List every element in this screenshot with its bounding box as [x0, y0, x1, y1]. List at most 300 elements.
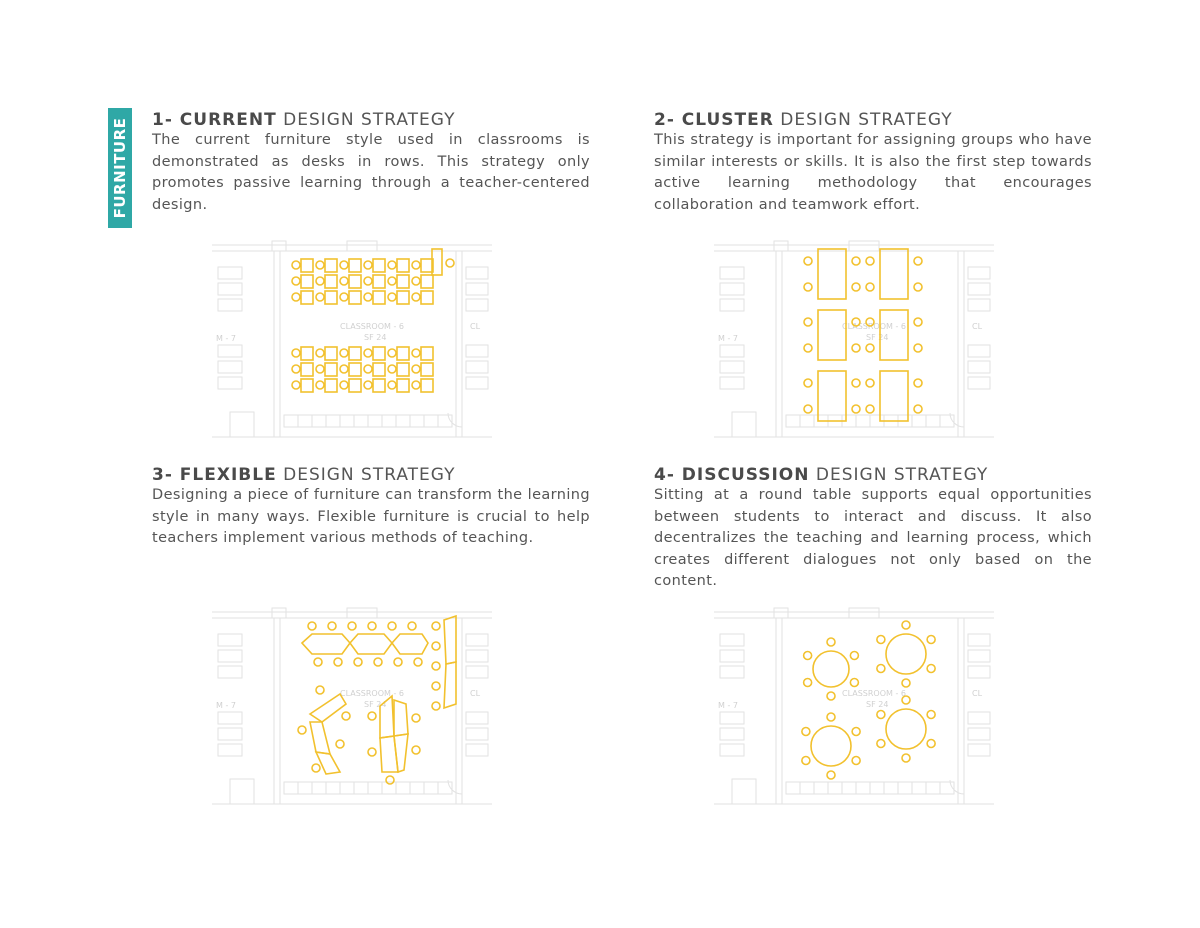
chair: [852, 728, 860, 736]
cabinet: [396, 415, 410, 427]
cluster-table: [818, 310, 846, 360]
wall-line: [230, 779, 254, 804]
plan-svg: [212, 604, 492, 814]
chair: [827, 692, 835, 700]
chair: [432, 702, 440, 710]
flex-desk: [350, 634, 392, 654]
side-desk: [720, 361, 744, 373]
chair: [412, 293, 420, 301]
chair: [388, 365, 396, 373]
cabinet: [786, 782, 800, 794]
side-desk: [968, 377, 990, 389]
desk: [301, 347, 313, 360]
cluster-table: [880, 249, 908, 299]
chair: [877, 740, 885, 748]
cabinet: [800, 415, 814, 427]
chair: [927, 740, 935, 748]
plan-svg: [714, 237, 994, 447]
chair: [432, 662, 440, 670]
cabinet: [354, 415, 368, 427]
chair: [336, 740, 344, 748]
wall-line: [849, 241, 879, 251]
cabinet: [368, 415, 382, 427]
cabinet: [410, 415, 424, 427]
side-desk: [968, 299, 990, 311]
side-desk: [218, 728, 242, 740]
chair: [340, 381, 348, 389]
desk: [373, 363, 385, 376]
chair: [866, 344, 874, 352]
chair: [316, 349, 324, 357]
side-desk: [720, 712, 744, 724]
side-desk: [466, 728, 488, 740]
section-body: This strategy is important for assigning groups who have similar interests or skills. It is also the first step towards active learning methodology that encourages collaboration and teamwork effort.: [654, 132, 1092, 213]
side-desk: [968, 361, 990, 373]
chair: [340, 261, 348, 269]
cabinet: [926, 415, 940, 427]
desk: [325, 275, 337, 288]
cabinet: [786, 415, 800, 427]
chair: [927, 665, 935, 673]
side-desk: [968, 267, 990, 279]
side-desk: [466, 634, 488, 646]
floor-plan-discussion: [714, 604, 994, 814]
chair: [877, 636, 885, 644]
room-right-label: CL: [972, 322, 983, 331]
desk: [421, 347, 433, 360]
side-desk: [720, 377, 744, 389]
desk: [421, 379, 433, 392]
round-table: [811, 726, 851, 766]
cabinet: [856, 415, 870, 427]
desk: [397, 259, 409, 272]
round-table: [813, 651, 849, 687]
chair: [827, 713, 835, 721]
round-table: [886, 634, 926, 674]
cabinet: [828, 782, 842, 794]
desk: [397, 363, 409, 376]
chair: [412, 277, 420, 285]
desk: [349, 379, 361, 392]
cabinet: [424, 415, 438, 427]
flex-desk: [444, 662, 456, 708]
flex-desk: [394, 734, 408, 772]
desk: [421, 291, 433, 304]
teacher-chair: [446, 259, 454, 267]
chair: [412, 714, 420, 722]
desk: [421, 275, 433, 288]
chair: [292, 261, 300, 269]
side-desk: [968, 634, 990, 646]
chair: [388, 293, 396, 301]
heading-title: DESIGN STRATEGY: [276, 465, 456, 485]
wall-line: [230, 412, 254, 437]
side-desk: [218, 650, 242, 662]
chair: [412, 365, 420, 373]
chair: [316, 686, 324, 694]
cabinet: [856, 782, 870, 794]
side-desk: [968, 650, 990, 662]
chair: [368, 712, 376, 720]
cabinet: [842, 782, 856, 794]
chair: [340, 365, 348, 373]
cabinet: [312, 415, 326, 427]
desk: [349, 275, 361, 288]
chair: [292, 277, 300, 285]
chair: [412, 381, 420, 389]
cabinet: [354, 782, 368, 794]
chair: [316, 293, 324, 301]
section-body: The current furniture style used in classrooms is demonstrated as desks in rows. This strategy only promotes passive learning through a teacher-centered design.: [152, 132, 590, 213]
section-flexible: [152, 465, 590, 550]
chair: [852, 757, 860, 765]
cabinet: [340, 415, 354, 427]
cabinet: [284, 415, 298, 427]
wall-line: [774, 608, 788, 618]
chair: [432, 622, 440, 630]
chair: [388, 381, 396, 389]
room-left-label: M - 7: [718, 334, 738, 343]
side-desk: [968, 712, 990, 724]
cluster-table: [818, 249, 846, 299]
chair: [386, 776, 394, 784]
section-heading: [152, 110, 590, 130]
cabinet: [298, 415, 312, 427]
chair: [804, 318, 812, 326]
cabinet: [368, 782, 382, 794]
chair: [866, 405, 874, 413]
desk-rows: [292, 249, 454, 392]
room-right-label: CL: [972, 689, 983, 698]
chair: [432, 642, 440, 650]
cluster-table: [818, 371, 846, 421]
chair: [292, 293, 300, 301]
chair: [927, 636, 935, 644]
desk: [301, 379, 313, 392]
heading-number: 3- FLEXIBLE: [152, 465, 277, 485]
chair: [914, 283, 922, 291]
chair: [292, 365, 300, 373]
side-desk: [466, 666, 488, 678]
cabinet: [898, 782, 912, 794]
desk: [325, 259, 337, 272]
cabinet: [326, 415, 340, 427]
flex-desk: [310, 694, 346, 722]
desk: [349, 259, 361, 272]
chair: [316, 277, 324, 285]
desk: [325, 379, 337, 392]
cabinet: [312, 782, 326, 794]
chair: [368, 748, 376, 756]
cabinet: [912, 782, 926, 794]
desk: [397, 291, 409, 304]
chair: [804, 652, 812, 660]
side-desk: [218, 361, 242, 373]
chair: [364, 261, 372, 269]
chair: [342, 712, 350, 720]
wall-line: [732, 412, 756, 437]
chair: [804, 679, 812, 687]
chair: [340, 293, 348, 301]
desk: [397, 379, 409, 392]
side-desk: [466, 377, 488, 389]
wall-line: [849, 608, 879, 618]
cabinet: [326, 782, 340, 794]
chair: [827, 638, 835, 646]
chair: [328, 622, 336, 630]
wall-line: [774, 241, 788, 251]
side-desk: [218, 666, 242, 678]
classroom-label: CLASSROOM - 6: [340, 689, 404, 698]
section-current: [152, 110, 590, 216]
cabinet: [800, 782, 814, 794]
section-body: Designing a piece of furniture can transform the learning style in many ways. Flexible furniture is crucial to help teachers implement various methods of teaching.: [152, 487, 590, 546]
side-desk: [466, 361, 488, 373]
section-heading: [152, 465, 590, 485]
side-desk: [968, 345, 990, 357]
chair: [827, 771, 835, 779]
side-desk: [218, 744, 242, 756]
chair: [340, 277, 348, 285]
plan-svg: [212, 237, 492, 447]
chair: [804, 379, 812, 387]
floor-plan-flexible: [212, 604, 492, 814]
side-desk: [968, 728, 990, 740]
side-desk: [720, 267, 744, 279]
chair: [340, 349, 348, 357]
cabinet: [424, 782, 438, 794]
chair: [877, 665, 885, 673]
chair: [364, 365, 372, 373]
chair: [902, 621, 910, 629]
chair: [414, 658, 422, 666]
plan-background: [714, 241, 994, 437]
chair: [866, 257, 874, 265]
chair: [866, 379, 874, 387]
classroom-label: CLASSROOM - 6: [842, 689, 906, 698]
desk: [373, 379, 385, 392]
flex-desk: [310, 722, 330, 754]
chair: [804, 344, 812, 352]
room-right-label: CL: [470, 689, 481, 698]
desk: [397, 275, 409, 288]
chair: [368, 622, 376, 630]
side-desk: [466, 267, 488, 279]
desk: [301, 259, 313, 272]
desk: [373, 291, 385, 304]
side-desk: [218, 345, 242, 357]
chair: [412, 746, 420, 754]
chair: [334, 658, 342, 666]
flex-desk: [394, 700, 408, 736]
chair: [902, 679, 910, 687]
chair: [852, 405, 860, 413]
chair: [364, 277, 372, 285]
side-desk: [720, 650, 744, 662]
side-desk: [466, 650, 488, 662]
chair: [388, 349, 396, 357]
area-label: SF 24: [866, 333, 889, 342]
cabinet: [870, 782, 884, 794]
cabinet: [814, 782, 828, 794]
room-left-label: M - 7: [216, 334, 236, 343]
chair: [408, 622, 416, 630]
desk: [373, 259, 385, 272]
room-left-label: M - 7: [216, 701, 236, 710]
chair: [388, 261, 396, 269]
desk: [301, 275, 313, 288]
chair: [388, 277, 396, 285]
section-discussion: [654, 465, 1092, 593]
cabinet: [410, 782, 424, 794]
cabinet: [884, 782, 898, 794]
wall-line: [347, 241, 377, 251]
chair: [354, 658, 362, 666]
chair: [852, 257, 860, 265]
chair: [314, 658, 322, 666]
side-tab-label: FURNITURE: [111, 117, 129, 219]
floor-plan-cluster: [714, 237, 994, 447]
side-desk: [466, 712, 488, 724]
flex-desk: [302, 634, 350, 654]
heading-title: DESIGN STRATEGY: [276, 110, 456, 130]
side-desk: [466, 744, 488, 756]
chair: [852, 344, 860, 352]
classroom-label: CLASSROOM - 6: [340, 322, 404, 331]
desk: [325, 347, 337, 360]
chair: [316, 381, 324, 389]
cabinet: [912, 415, 926, 427]
chair: [394, 658, 402, 666]
section-cluster: [654, 110, 1092, 216]
chair: [364, 293, 372, 301]
side-desk: [466, 299, 488, 311]
side-desk: [720, 666, 744, 678]
chair: [866, 283, 874, 291]
chair: [316, 261, 324, 269]
cabinet: [340, 782, 354, 794]
chair: [927, 711, 935, 719]
classroom-label: CLASSROOM - 6: [842, 322, 906, 331]
room-left-label: M - 7: [718, 701, 738, 710]
heading-title: DESIGN STRATEGY: [809, 465, 989, 485]
side-desk: [720, 728, 744, 740]
chair: [804, 257, 812, 265]
chair: [802, 757, 810, 765]
round-table: [886, 709, 926, 749]
chair: [914, 405, 922, 413]
plan-background: [714, 608, 994, 804]
chair: [312, 764, 320, 772]
heading-number: 2- CLUSTER: [654, 110, 774, 130]
chair: [316, 365, 324, 373]
chair: [914, 379, 922, 387]
side-desk: [720, 345, 744, 357]
chair: [877, 711, 885, 719]
desk: [349, 363, 361, 376]
chair: [308, 622, 316, 630]
chair: [914, 344, 922, 352]
area-label: SF 24: [364, 333, 387, 342]
chair: [852, 379, 860, 387]
area-label: SF 24: [866, 700, 889, 709]
area-label: SF 24: [364, 700, 387, 709]
side-desk: [218, 634, 242, 646]
desk: [301, 291, 313, 304]
desk: [373, 347, 385, 360]
side-desk: [720, 744, 744, 756]
desk: [397, 347, 409, 360]
side-desk: [218, 267, 242, 279]
wall-line: [272, 241, 286, 251]
section-heading: [654, 465, 1092, 485]
desk: [373, 275, 385, 288]
flex-desk: [444, 616, 456, 664]
desk: [421, 363, 433, 376]
desk: [349, 347, 361, 360]
chair: [292, 381, 300, 389]
side-desk: [466, 345, 488, 357]
wall-line: [732, 779, 756, 804]
plan-svg: [714, 604, 994, 814]
side-desk: [968, 666, 990, 678]
heading-number: 1- CURRENT: [152, 110, 277, 130]
chair: [914, 257, 922, 265]
desk: [301, 363, 313, 376]
plan-background: [212, 241, 492, 437]
side-desk: [720, 299, 744, 311]
chair: [298, 726, 306, 734]
section-body: Sitting at a round table supports equal opportunities between students to interact and discuss. It also decentralizes the teaching and learning process, which creates different dialogues not only based on the content.: [654, 487, 1092, 589]
furniture-side-tab: [108, 108, 132, 228]
chair: [802, 728, 810, 736]
side-desk: [218, 377, 242, 389]
side-desk: [218, 283, 242, 295]
chair: [292, 349, 300, 357]
side-desk: [968, 744, 990, 756]
wall-line: [272, 608, 286, 618]
chair: [364, 349, 372, 357]
chair: [902, 696, 910, 704]
side-desk: [218, 712, 242, 724]
desk: [325, 291, 337, 304]
chair: [804, 283, 812, 291]
side-desk: [720, 283, 744, 295]
side-desk: [968, 283, 990, 295]
cabinet: [396, 782, 410, 794]
flex-desk: [392, 634, 428, 654]
chair: [432, 682, 440, 690]
chair: [850, 652, 858, 660]
chair: [850, 679, 858, 687]
desk: [349, 291, 361, 304]
heading-number: 4- DISCUSSION: [654, 465, 810, 485]
chair: [412, 261, 420, 269]
wall-line: [347, 608, 377, 618]
chair: [412, 349, 420, 357]
side-desk: [466, 283, 488, 295]
chair: [374, 658, 382, 666]
cabinet: [382, 415, 396, 427]
chair: [348, 622, 356, 630]
heading-title: DESIGN STRATEGY: [773, 110, 953, 130]
side-desk: [218, 299, 242, 311]
cabinet: [284, 782, 298, 794]
section-heading: [654, 110, 1092, 130]
room-right-label: CL: [470, 322, 481, 331]
side-desk: [720, 634, 744, 646]
desk: [325, 363, 337, 376]
